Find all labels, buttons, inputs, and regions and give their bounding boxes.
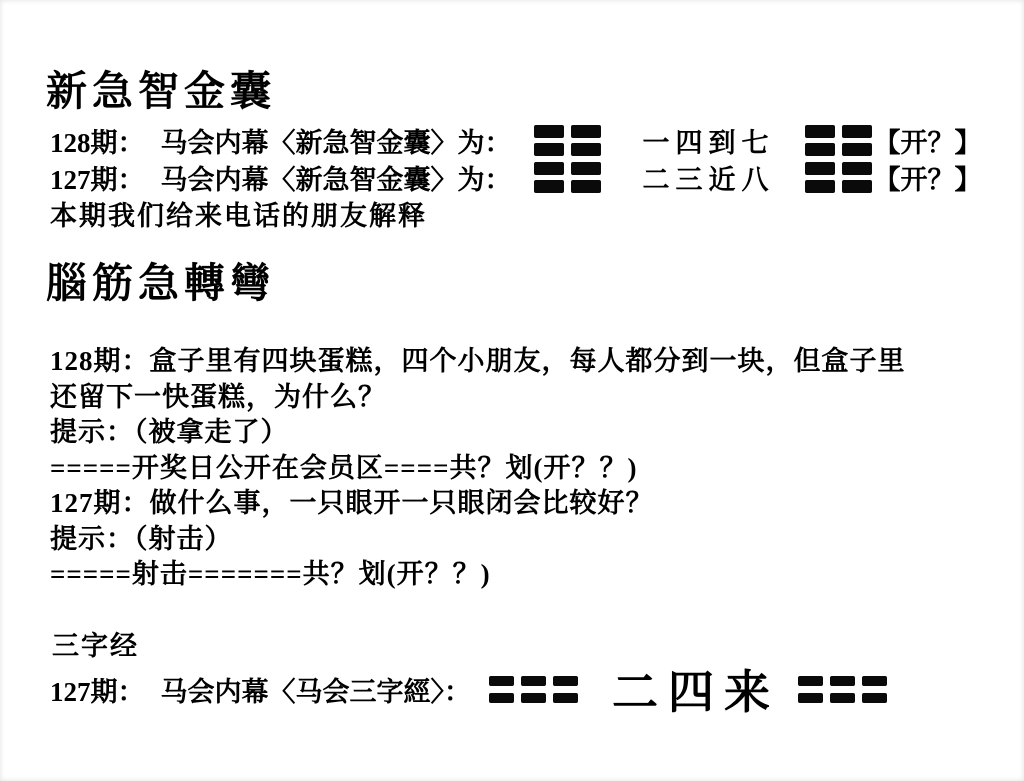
teaser-hint-line: 提示：（被拿走了）	[50, 417, 289, 447]
tip-result: 【开？】	[873, 165, 982, 195]
tip-row-issue-128	[50, 121, 982, 160]
section3-tip-row	[50, 656, 887, 722]
tip-label: 马会内幕〈新急智金囊〉为：	[160, 165, 512, 195]
section1-title: 新急智金囊	[46, 68, 276, 114]
tip-result: 【开？】	[873, 128, 982, 158]
teaser-line: 128期：盒子里有四块蛋糕，四个小朋友，每人都分到一块，但盒子里	[50, 346, 906, 376]
brain-teaser-block	[50, 344, 906, 593]
bar-block-icon	[798, 676, 887, 703]
teaser-line: 还留下一快蛋糕，为什么？	[50, 381, 386, 412]
tip-label: 马会内幕〈马会三字經〉：	[160, 676, 471, 707]
bar-block-icon	[534, 162, 601, 193]
bar-block-icon	[534, 125, 601, 156]
bar-block-icon	[489, 676, 578, 703]
teaser-line: 127期：做什么事，一只眼开一只眼闭会比较好？	[50, 488, 654, 518]
teaser-answer-line: =====射击=======共？划(开？？)	[50, 559, 491, 589]
tip-numbers: 二三近八	[642, 165, 775, 195]
issue-number: 127期：	[50, 165, 145, 195]
tip-numbers-large: 二四来	[612, 667, 780, 718]
section3-label: 三字经	[52, 631, 139, 661]
issue-number: 128期：	[50, 128, 145, 158]
teaser-hint-line: 提示：（射击）	[50, 523, 233, 554]
tip-row-issue-127	[50, 158, 982, 197]
bar-block-icon	[805, 125, 872, 156]
teaser-answer-line: =====开奖日公开在会员区====共？划(开？？)	[50, 452, 638, 483]
tip-label: 马会内幕〈新急智金囊〉为：	[160, 128, 512, 158]
section2-title: 腦筋急轉彎	[46, 260, 276, 306]
issue-number: 127期：	[50, 676, 145, 707]
tip-numbers: 一四到七	[642, 128, 775, 158]
section1-note: 本期我们给来电话的朋友解释	[50, 201, 427, 231]
bar-block-icon	[805, 162, 872, 193]
